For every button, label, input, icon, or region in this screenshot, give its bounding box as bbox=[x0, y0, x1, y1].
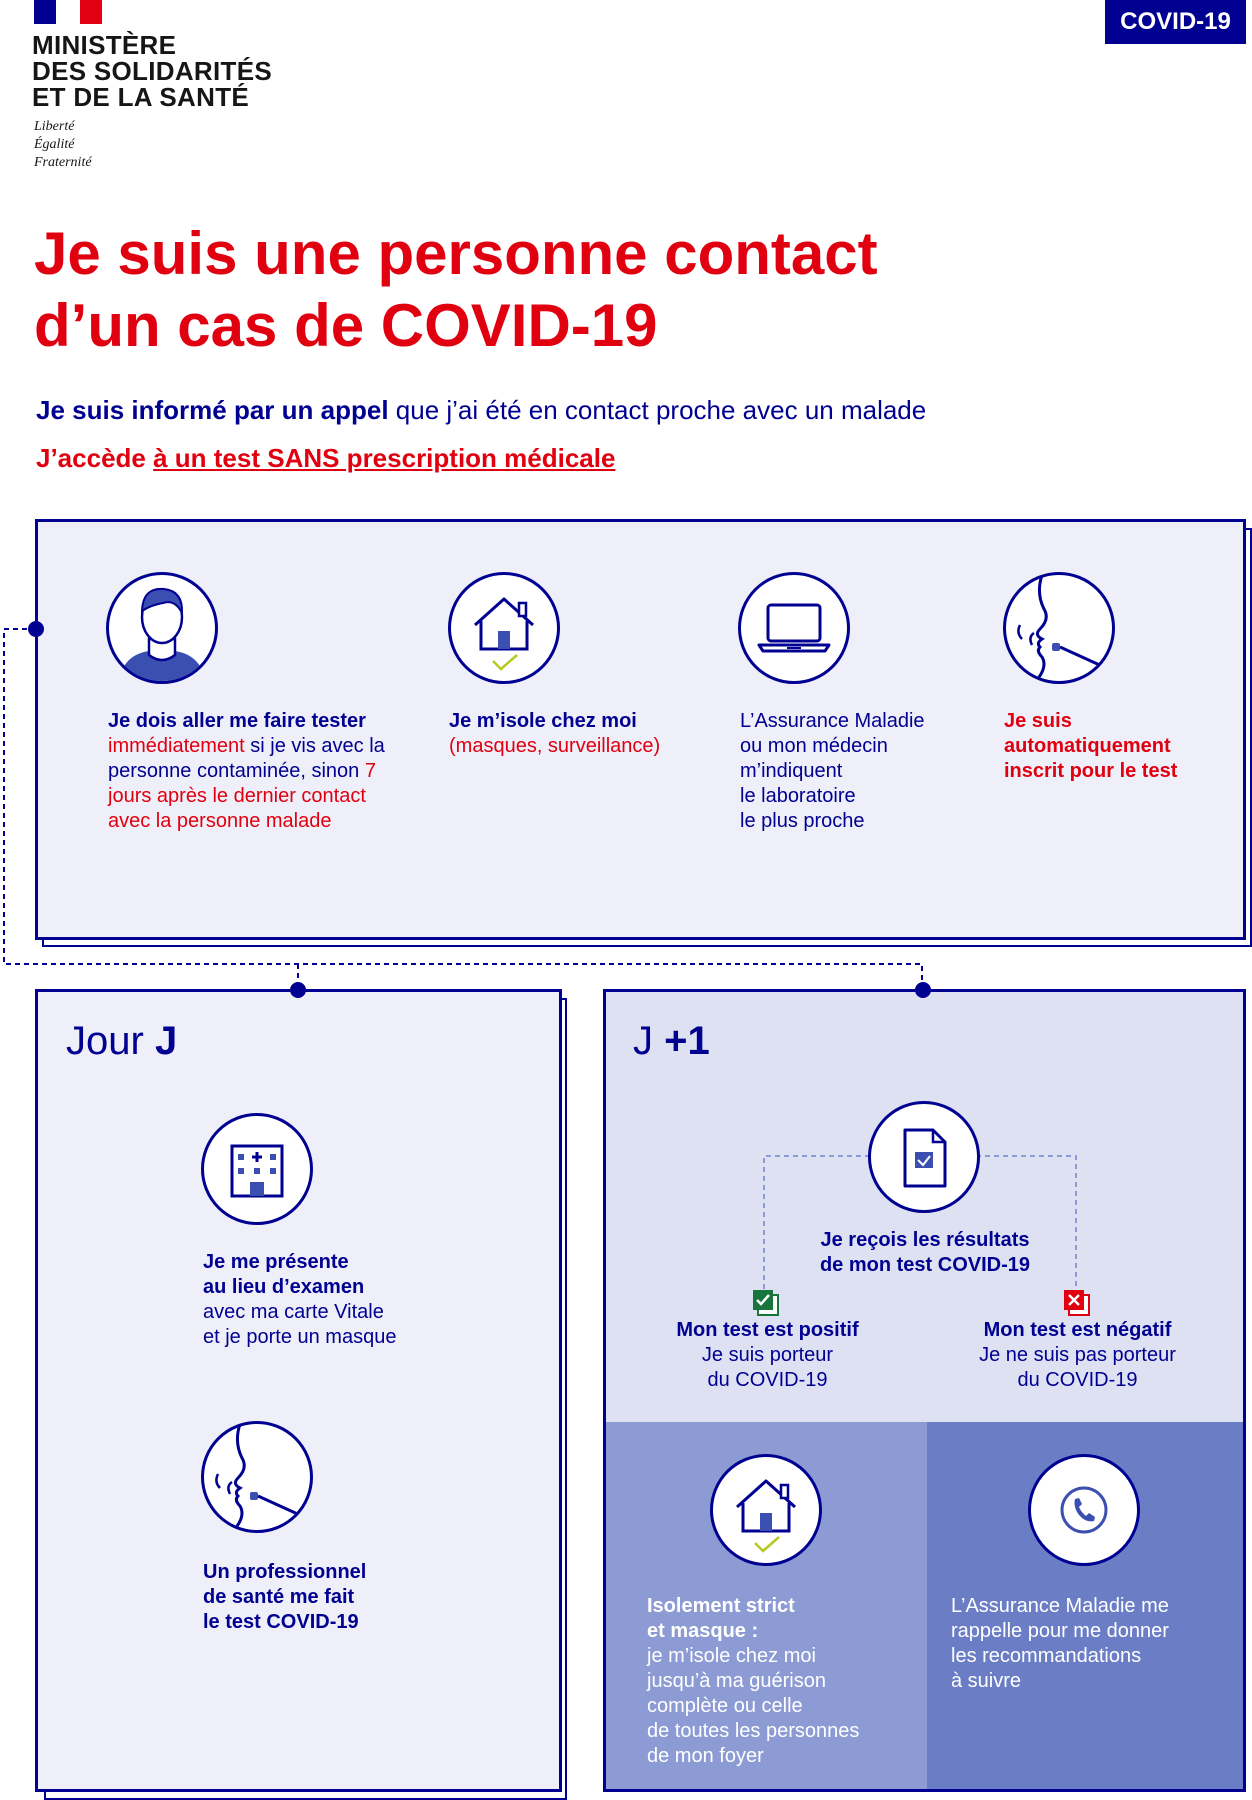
step-1-text bbox=[108, 709, 408, 834]
ministry-name bbox=[32, 32, 292, 110]
step-2-red: (masques, surveillance) bbox=[449, 735, 661, 757]
isolation-text bbox=[647, 1594, 917, 1769]
callback-line: rappelle pour me donner bbox=[951, 1620, 1169, 1642]
access-link[interactable]: à un test SANS prescription médicale bbox=[153, 443, 616, 473]
callback-line: à suivre bbox=[951, 1670, 1022, 1692]
swab-profile-icon bbox=[1003, 572, 1115, 684]
test-bold: Un professionnel bbox=[203, 1561, 367, 1583]
day-j-panel bbox=[35, 989, 562, 1792]
marianne-flag-logo bbox=[34, 0, 102, 24]
day-j-light: Jour bbox=[66, 1019, 155, 1063]
phone-icon bbox=[1028, 1454, 1140, 1566]
step-3-line: m’indiquent bbox=[740, 760, 843, 782]
check-square-icon bbox=[752, 1289, 780, 1317]
test-bold: le test COVID-19 bbox=[203, 1611, 359, 1633]
test-bold: de santé me fait bbox=[203, 1586, 355, 1608]
step-4-line: automatiquement bbox=[1004, 735, 1171, 757]
cross-square-icon bbox=[1063, 1289, 1091, 1317]
callback-line: les recommandations bbox=[951, 1645, 1142, 1667]
day-j1-label bbox=[633, 1018, 710, 1064]
exam-line: avec ma carte Vitale bbox=[203, 1301, 384, 1323]
lead-informed bbox=[36, 394, 926, 426]
exam-bold: Je me présente bbox=[203, 1251, 349, 1273]
exam-bold: au lieu d’examen bbox=[203, 1276, 365, 1298]
positive-text bbox=[660, 1318, 875, 1393]
step-4-line: Je suis bbox=[1004, 710, 1072, 732]
exam-text bbox=[203, 1250, 503, 1350]
positive-line: Je suis porteur bbox=[701, 1344, 834, 1366]
callback-text bbox=[951, 1594, 1241, 1694]
ministry-line: ET DE LA SANTÉ bbox=[32, 82, 250, 112]
motto-line: Fraternité bbox=[34, 155, 92, 170]
motto-line: Égalité bbox=[34, 137, 75, 152]
callback-line: L’Assurance Maladie me bbox=[951, 1595, 1169, 1617]
page-title bbox=[34, 218, 1134, 362]
step-1-red: immédiatement bbox=[108, 735, 245, 757]
isolation-line: complète ou celle bbox=[647, 1695, 803, 1717]
isolation-line: jusqu’à ma guérison bbox=[647, 1670, 826, 1692]
motto-line: Liberté bbox=[34, 119, 75, 134]
title-line-2: d’un cas de COVID-19 bbox=[34, 292, 658, 359]
lead-bold: Je suis informé par un appel bbox=[36, 395, 389, 425]
access-prefix: J’accède bbox=[36, 443, 154, 473]
step-1-mid: si je vis avec la personne contaminée, sinon bbox=[108, 735, 385, 782]
results-line: Je reçois les résultats bbox=[820, 1229, 1030, 1251]
title-line-1: Je suis une personne contact bbox=[34, 220, 878, 287]
results-text bbox=[790, 1228, 1060, 1278]
step-4-line: inscrit pour le test bbox=[1004, 760, 1178, 782]
exam-line: et je porte un masque bbox=[203, 1326, 397, 1348]
motto bbox=[34, 118, 92, 172]
positive-bold: Mon test est positif bbox=[676, 1319, 859, 1341]
ministry-line: DES SOLIDARITÉS bbox=[32, 56, 272, 86]
isolation-bold: Isolement strict bbox=[647, 1595, 795, 1617]
isolation-line: de toutes les personnes bbox=[647, 1720, 860, 1742]
house-check-icon bbox=[710, 1454, 822, 1566]
isolation-line: je m’isole chez moi bbox=[647, 1645, 816, 1667]
results-line: de mon test COVID-19 bbox=[819, 1254, 1031, 1276]
step-2-text bbox=[449, 709, 729, 759]
day-j1-bold: +1 bbox=[664, 1019, 710, 1063]
negative-bold: Mon test est négatif bbox=[983, 1319, 1172, 1341]
laptop-icon bbox=[738, 572, 850, 684]
connector-dot bbox=[28, 621, 44, 637]
step-4-text bbox=[1004, 709, 1224, 784]
step-1-red-2: 7 jours après le dernier contact avec la personne malade bbox=[108, 760, 376, 832]
step-2-bold: Je m’isole chez moi bbox=[449, 710, 637, 732]
step-3-text bbox=[740, 709, 960, 834]
negative-line: du COVID-19 bbox=[1017, 1369, 1138, 1391]
person-icon bbox=[106, 572, 218, 684]
step-3-line: le laboratoire bbox=[740, 785, 856, 807]
swab-profile-icon bbox=[201, 1421, 313, 1533]
test-text bbox=[203, 1560, 503, 1635]
connector-dot bbox=[915, 982, 931, 998]
isolation-line: de mon foyer bbox=[647, 1745, 764, 1767]
house-check-icon bbox=[448, 572, 560, 684]
day-j-bold: J bbox=[154, 1019, 178, 1063]
step-3-line: L’Assurance Maladie bbox=[740, 710, 925, 732]
connector-dot bbox=[290, 982, 306, 998]
building-icon bbox=[201, 1113, 313, 1225]
positive-line: du COVID-19 bbox=[707, 1369, 828, 1391]
day-j-label bbox=[66, 1018, 177, 1064]
lead-rest: que j’ai été en contact proche avec un malade bbox=[388, 395, 927, 425]
document-check-icon bbox=[868, 1101, 980, 1213]
day-j1-light: J bbox=[633, 1019, 665, 1063]
lead-access bbox=[36, 442, 615, 474]
isolation-bold: et masque : bbox=[647, 1620, 759, 1642]
negative-line: Je ne suis pas porteur bbox=[979, 1344, 1176, 1366]
step-1-bold: Je dois aller me faire tester bbox=[108, 710, 366, 732]
negative-text bbox=[960, 1318, 1195, 1393]
ministry-line: MINISTÈRE bbox=[32, 30, 177, 60]
step-3-line: ou mon médecin bbox=[740, 735, 888, 757]
step-3-line: le plus proche bbox=[740, 810, 865, 832]
covid-tag: COVID-19 bbox=[1105, 0, 1246, 44]
